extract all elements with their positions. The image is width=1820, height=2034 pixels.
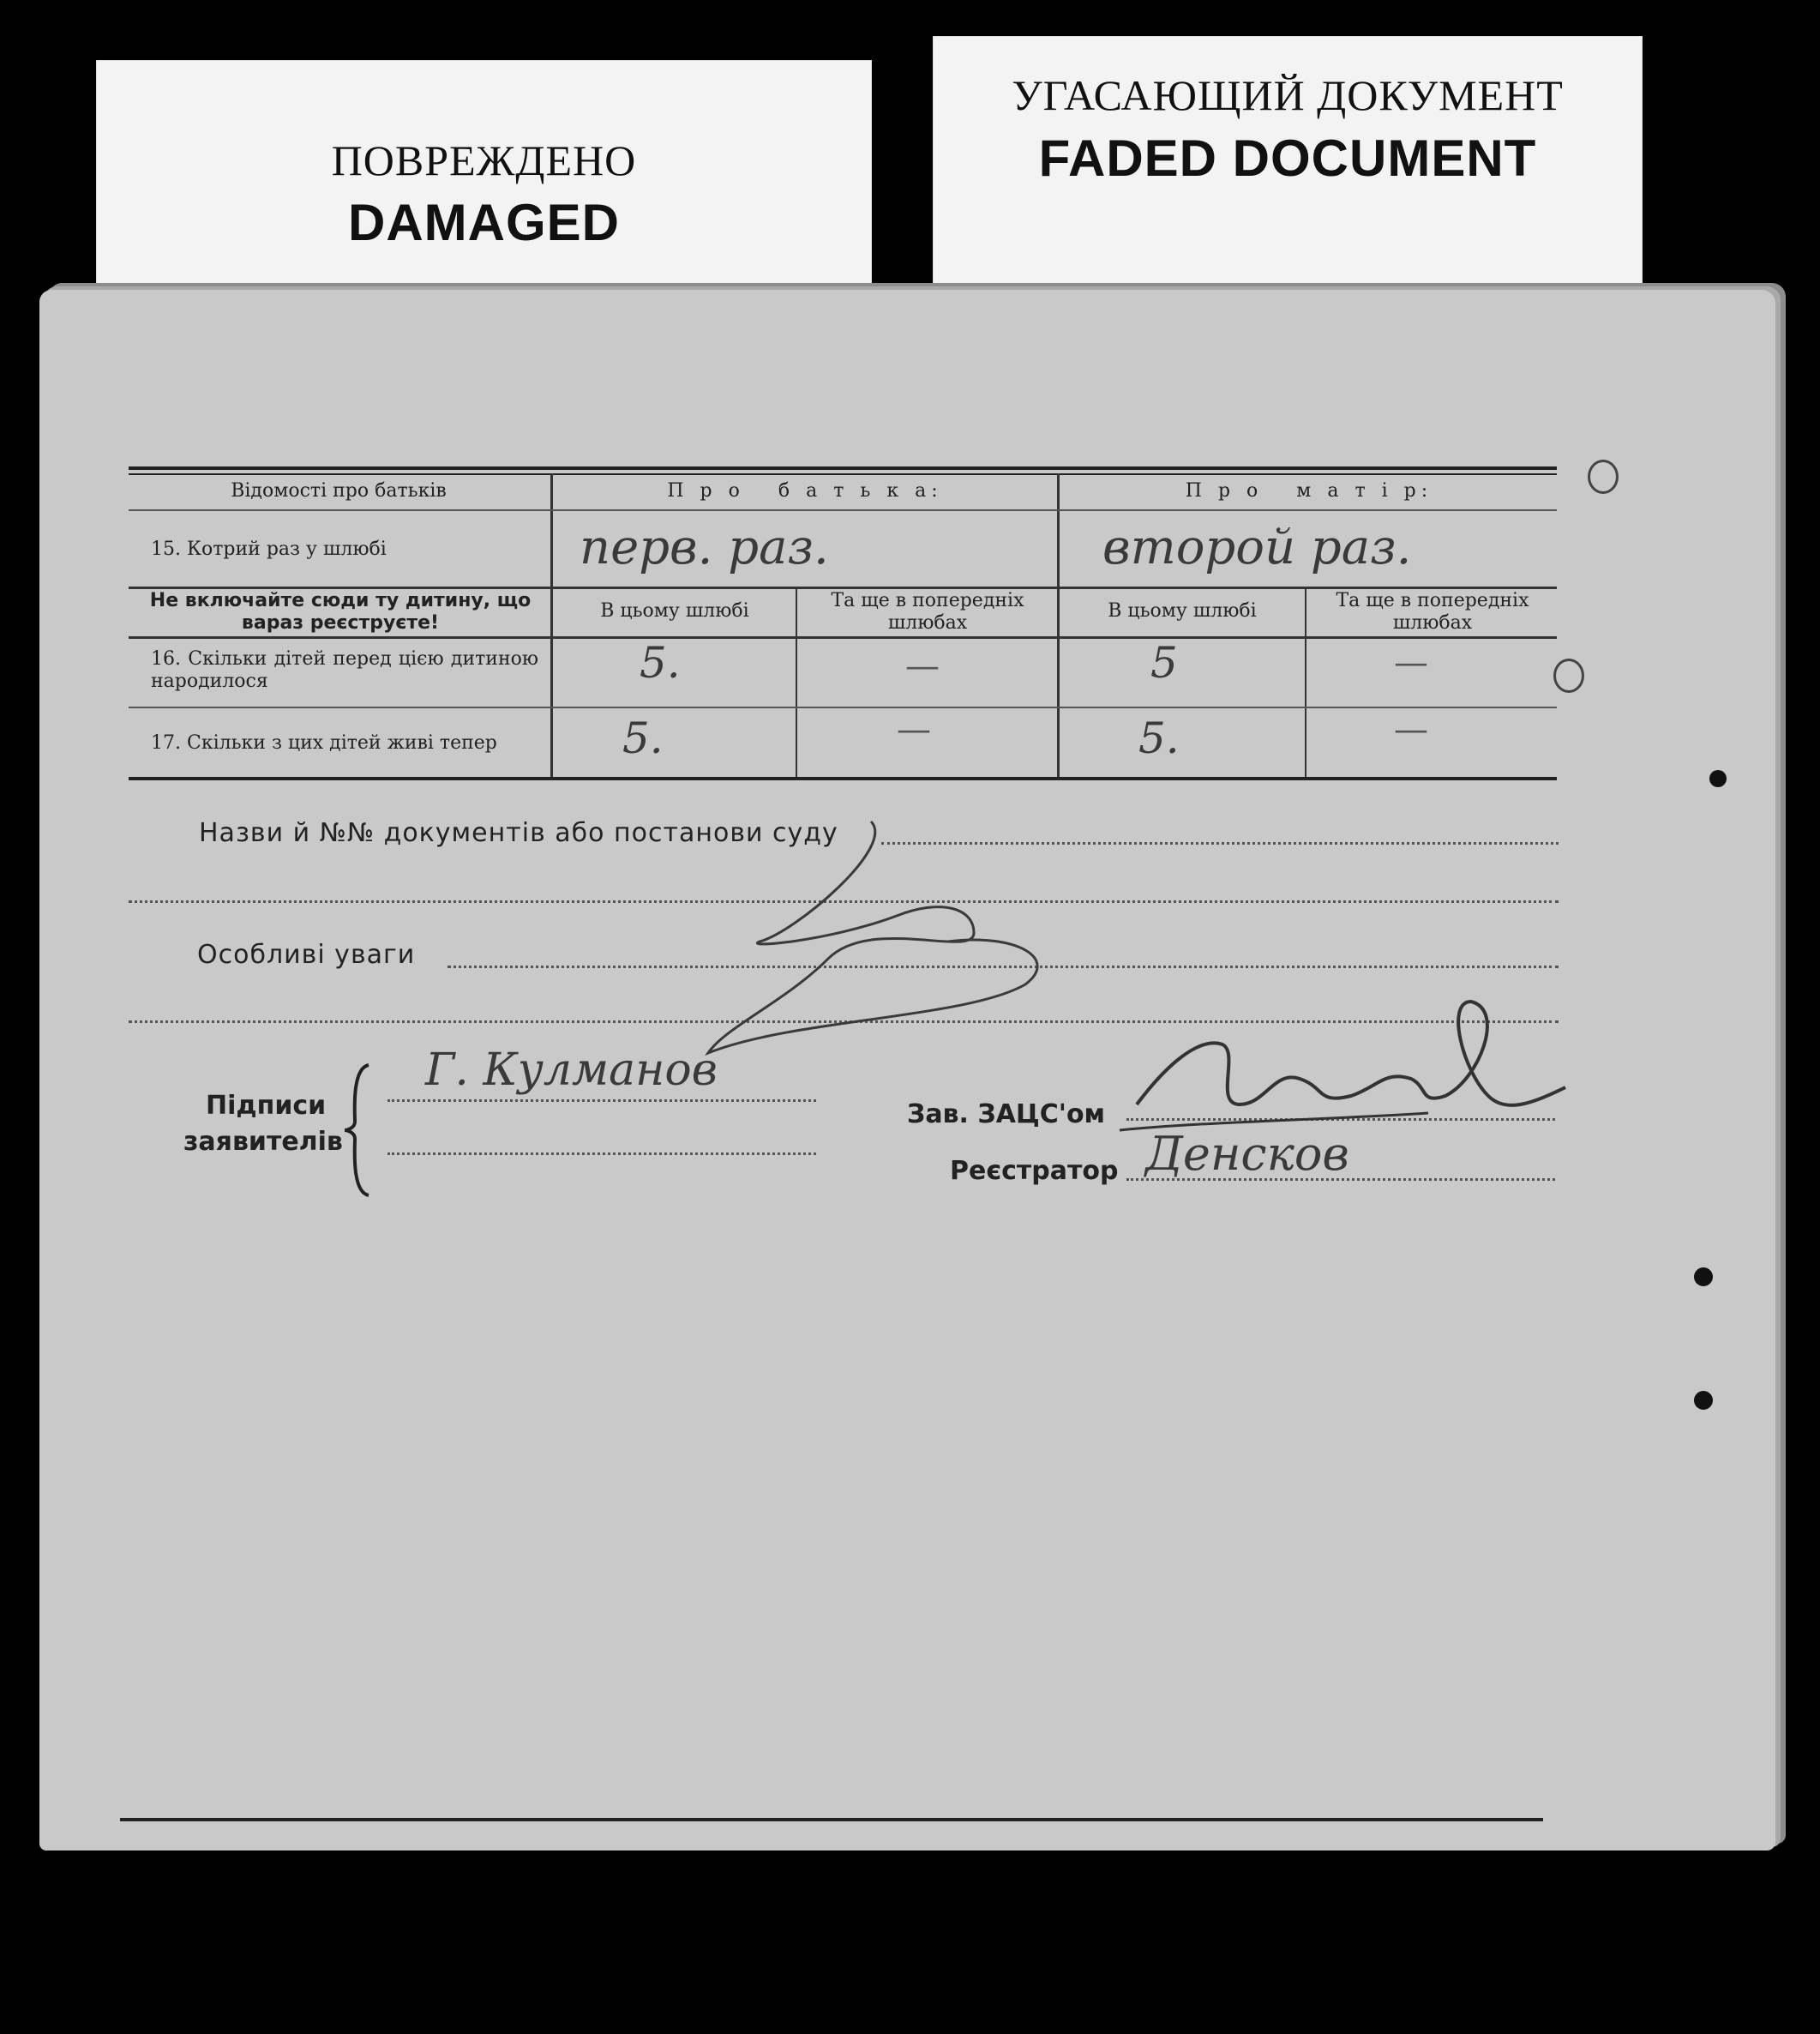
faded-sticker — [933, 36, 1643, 302]
punch-hole — [1553, 659, 1584, 693]
damaged-label-en: DAMAGED — [348, 194, 620, 251]
table-rule — [129, 473, 1557, 475]
mother-in-this-marriage-header: В цьому шлюбі — [1108, 600, 1257, 622]
row15-mother-value: второй раз. — [1102, 520, 1412, 575]
row-rule — [129, 587, 1557, 589]
punch-hole — [1694, 1267, 1713, 1286]
applicant-sig-line-1 — [387, 1099, 816, 1102]
cancel-z-mark — [691, 813, 1102, 1070]
col-divider — [550, 473, 553, 779]
row17-father-prev: — — [897, 710, 931, 749]
row17-father-this: 5. — [622, 713, 664, 763]
father-previous-marriages-header: Та ще в попередніх шлюбах — [831, 590, 1024, 634]
row16-label: 16. Скільки дітей перед цією дитиною народилося — [151, 648, 538, 692]
registrar-signature: Денсков — [1145, 1127, 1349, 1181]
brace-icon — [343, 1062, 377, 1199]
row-rule — [129, 509, 1557, 511]
mother-previous-marriages-header: Та ще в попередніх шлюбах — [1336, 590, 1529, 634]
faded-label-ru: УГАСАЮЩИЙ ДОКУМЕНТ — [1012, 71, 1564, 119]
row16-mother-this: 5 — [1150, 638, 1178, 688]
header-mother: П р о м а т і р: — [1185, 480, 1433, 502]
applicants-label-1: Підписи — [206, 1091, 327, 1121]
head-signature — [1102, 976, 1583, 1147]
col-divider — [1305, 587, 1306, 779]
row16-father-prev: — — [905, 647, 940, 686]
row17-mother-prev: — — [1394, 710, 1428, 749]
documents-label: Назви й №№ документів або постанови суду — [199, 818, 838, 848]
damaged-label-ru: ПОВРЕЖДЕНО — [331, 136, 637, 184]
row15-label: 15. Котрий раз у шлюбі — [151, 539, 387, 560]
row-rule — [129, 636, 1557, 639]
punch-hole — [1709, 770, 1727, 787]
col-divider — [1057, 473, 1060, 779]
remarks-label: Особливі уваги — [197, 940, 416, 970]
header-father: П р о б а т ь к а: — [667, 480, 943, 502]
row16-mother-prev: — — [1394, 643, 1428, 683]
row17-label: 17. Скільки з цих дітей живі тепер — [151, 732, 497, 754]
punch-hole — [1588, 460, 1619, 494]
table-bottom-rule — [129, 777, 1557, 780]
header-parents-info: Відомості про батьків — [231, 480, 447, 502]
exclude-note: Не включайте сюди ту дитину, що вараз реєструєте! — [149, 590, 532, 634]
document-page — [39, 290, 1775, 1850]
row16-father-this: 5. — [640, 638, 681, 688]
table-top-rule — [129, 466, 1557, 470]
punch-hole — [1694, 1391, 1713, 1410]
applicant-sig-line-2 — [387, 1152, 816, 1155]
row17-mother-this: 5. — [1138, 713, 1180, 763]
applicants-label-2: заявителів — [183, 1127, 343, 1157]
row-rule — [129, 707, 1557, 708]
faded-label-en: FADED DOCUMENT — [1038, 129, 1537, 187]
head-zags-label: Зав. ЗАЦС'ом — [907, 1099, 1106, 1129]
damaged-sticker — [96, 60, 872, 292]
bottom-rule — [120, 1818, 1543, 1821]
registrar-label: Реєстратор — [950, 1156, 1119, 1186]
father-in-this-marriage-header: В цьому шлюбі — [600, 600, 749, 622]
col-divider — [796, 587, 797, 779]
row15-father-value: перв. раз. — [580, 520, 829, 575]
applicant-signature: Г. Кулманов — [425, 1044, 718, 1096]
